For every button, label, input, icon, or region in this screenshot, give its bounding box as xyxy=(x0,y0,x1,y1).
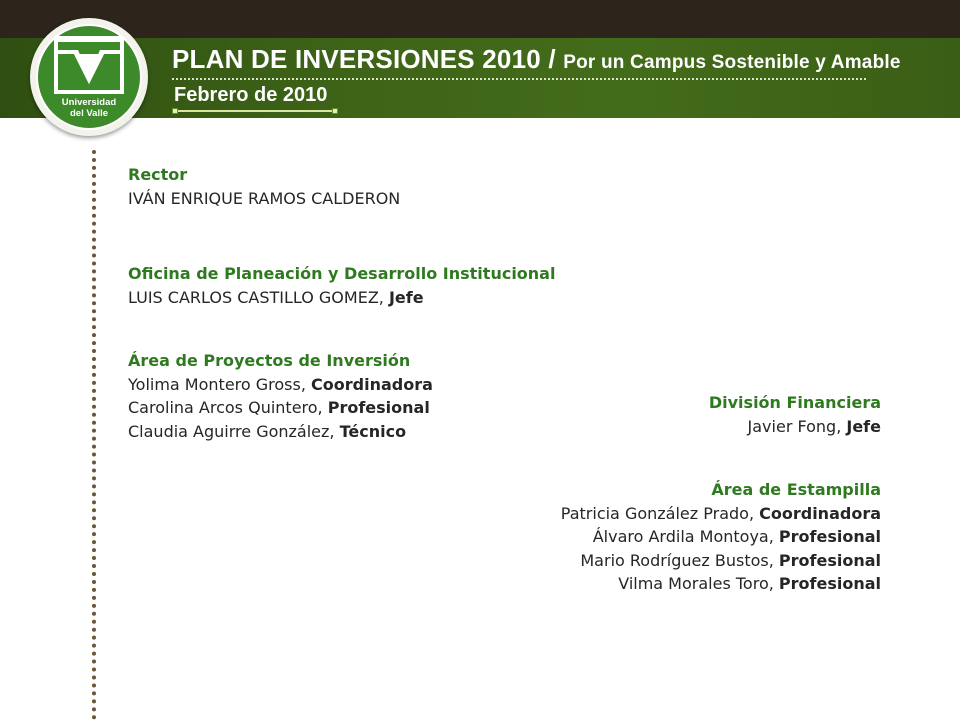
person-name: Yolima Montero Gross, xyxy=(128,374,312,394)
university-logo xyxy=(30,18,148,136)
person-role: Jefe xyxy=(388,287,424,307)
list-item xyxy=(561,549,881,573)
financiera-heading: División Financiera xyxy=(708,393,881,412)
proyectos-section xyxy=(128,349,433,443)
financiera-person xyxy=(709,415,881,439)
person-name: Mario Rodríguez Bustos, xyxy=(580,550,779,570)
person-role: Profesional xyxy=(778,527,881,546)
planeacion-person xyxy=(128,286,555,310)
person-name: Carolina Arcos Quintero, xyxy=(128,398,328,417)
planeacion-section xyxy=(128,262,555,309)
list-item xyxy=(128,373,433,397)
list-item xyxy=(561,502,881,526)
list-item xyxy=(561,525,881,549)
person-role: Profesional xyxy=(778,550,881,570)
rector-name: IVÁN ENRIQUE RAMOS CALDERON xyxy=(128,188,401,208)
financiera-section xyxy=(709,391,881,438)
proyectos-heading: Área de Proyectos de Inversión xyxy=(128,351,411,370)
person-name: LUIS CARLOS CASTILLO GOMEZ, xyxy=(128,287,389,307)
underline-marker-left xyxy=(172,108,178,114)
planeacion-heading: Oficina de Planeación y Desarrollo Institucional xyxy=(128,264,556,283)
date-label: Febrero de 2010 xyxy=(174,84,328,106)
person-name: Patricia González Prado, xyxy=(560,503,760,523)
list-item xyxy=(128,420,433,444)
title-divider xyxy=(172,78,866,80)
vertical-dotted-divider xyxy=(92,150,96,720)
list-item xyxy=(561,572,881,596)
date-underline xyxy=(174,110,334,112)
person-role: Técnico xyxy=(339,421,407,441)
person-role: Coordinadora xyxy=(311,374,433,394)
top-dark-bar xyxy=(0,0,960,38)
logo-text-line1: Universidad xyxy=(61,97,117,108)
rector-section xyxy=(128,163,400,210)
person-role: Profesional xyxy=(778,574,881,593)
person-name: Álvaro Ardila Montoya, xyxy=(592,527,779,546)
estampilla-heading: Área de Estampilla xyxy=(711,480,881,499)
person-name: Vilma Morales Toro, xyxy=(618,574,779,593)
person-role: Jefe xyxy=(846,416,881,436)
underline-marker-right xyxy=(332,108,338,114)
page-title xyxy=(172,44,901,75)
estampilla-section xyxy=(561,478,881,596)
title-subtitle: Por un Campus Sostenible y Amable xyxy=(563,52,901,73)
rector-heading: Rector xyxy=(128,165,188,184)
title-main: PLAN DE INVERSIONES 2010 / xyxy=(172,44,556,74)
person-name: Javier Fong, xyxy=(747,416,847,436)
person-role: Coordinadora xyxy=(759,503,881,523)
logo-emblem-icon xyxy=(54,36,124,94)
person-name: Claudia Aguirre González, xyxy=(128,421,340,441)
logo-text-line2: del Valle xyxy=(69,108,109,119)
list-item xyxy=(128,396,433,420)
person-role: Profesional xyxy=(327,398,430,417)
